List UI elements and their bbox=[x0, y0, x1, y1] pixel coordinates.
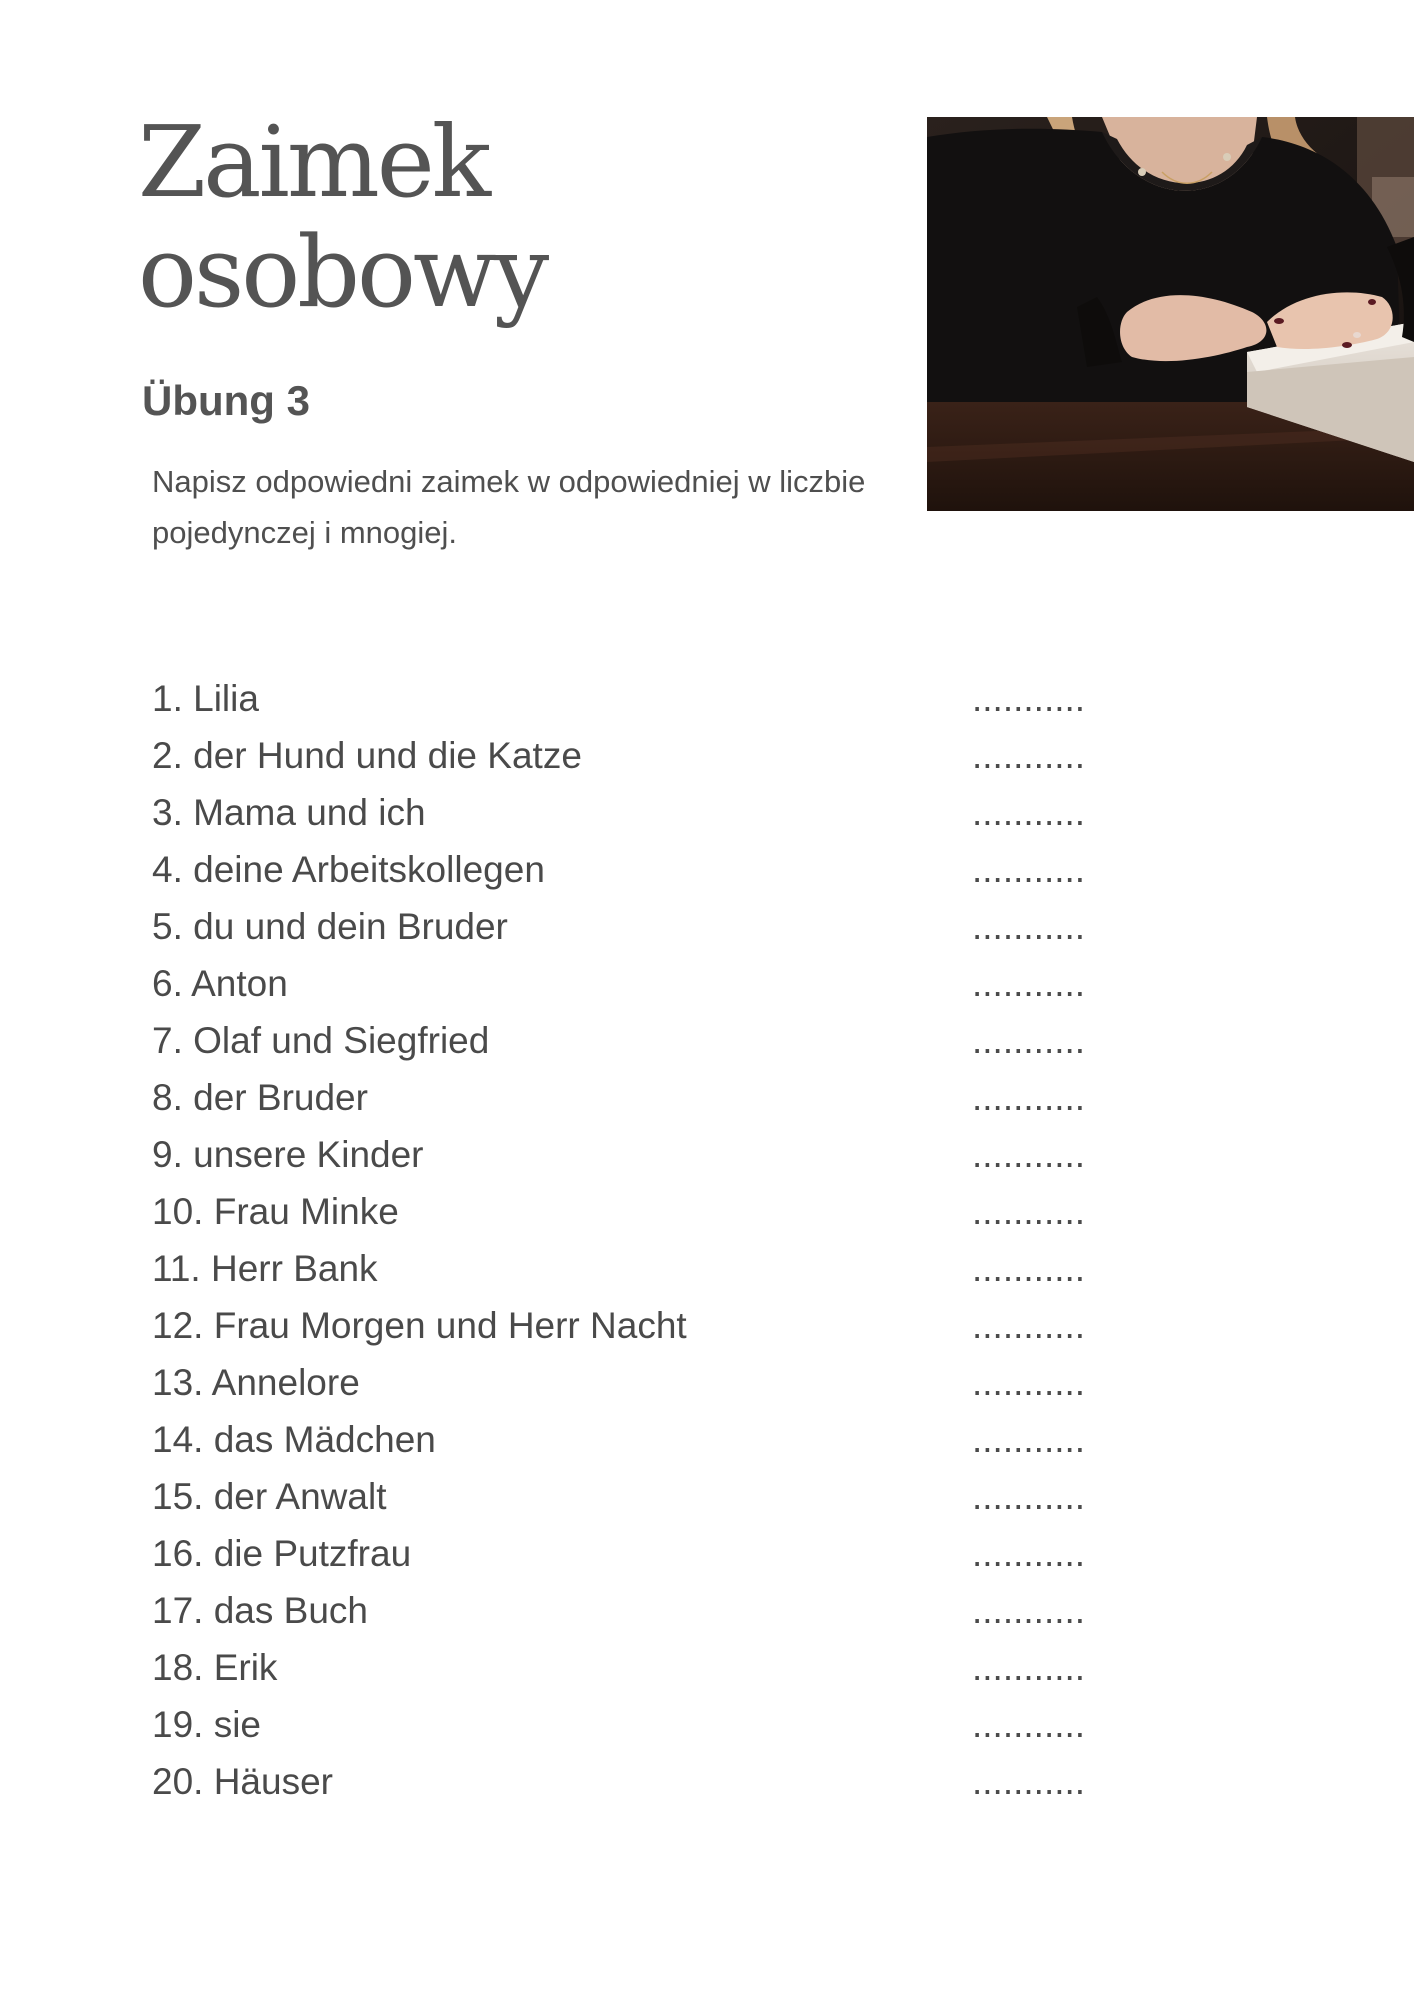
exercise-label: 12. Frau Morgen und Herr Nacht bbox=[152, 1305, 687, 1346]
answer-blank[interactable]: ........... bbox=[972, 1761, 1086, 1802]
exercise-subtitle: Übung 3 bbox=[142, 377, 310, 424]
exercise-label: 16. die Putzfrau bbox=[152, 1533, 412, 1574]
exercise-item bbox=[152, 1240, 1102, 1297]
header-photo bbox=[927, 117, 1414, 511]
exercise-list bbox=[152, 670, 1102, 1810]
answer-blank[interactable]: ........... bbox=[972, 1020, 1086, 1061]
exercise-label: 6. Anton bbox=[152, 963, 288, 1004]
page-title bbox=[138, 108, 738, 328]
exercise-label: 9. unsere Kinder bbox=[152, 1134, 424, 1175]
exercise-label: 3. Mama und ich bbox=[152, 792, 426, 833]
answer-blank[interactable]: ........... bbox=[972, 1476, 1086, 1517]
exercise-item bbox=[152, 1297, 1102, 1354]
exercise-label: 19. sie bbox=[152, 1704, 262, 1745]
exercise-item bbox=[152, 1069, 1102, 1126]
answer-blank[interactable]: ........... bbox=[972, 1704, 1086, 1745]
exercise-label: 7. Olaf und Siegfried bbox=[152, 1020, 490, 1061]
answer-blank[interactable]: ........... bbox=[972, 1248, 1086, 1289]
exercise-label: 17. das Buch bbox=[152, 1590, 368, 1631]
answer-blank[interactable]: ........... bbox=[972, 1419, 1086, 1460]
exercise-item bbox=[152, 1126, 1102, 1183]
exercise-label: 5. du und dein Bruder bbox=[152, 906, 508, 947]
exercise-label: 14. das Mädchen bbox=[152, 1419, 436, 1460]
answer-blank[interactable]: ........... bbox=[972, 963, 1086, 1004]
exercise-label: 20. Häuser bbox=[152, 1761, 333, 1802]
answer-blank[interactable]: ........... bbox=[972, 1305, 1086, 1346]
exercise-item bbox=[152, 1012, 1102, 1069]
exercise-label: 15. der Anwalt bbox=[152, 1476, 387, 1517]
exercise-item bbox=[152, 670, 1102, 727]
exercise-item bbox=[152, 841, 1102, 898]
answer-blank[interactable]: ........... bbox=[972, 1191, 1086, 1232]
exercise-label: 18. Erik bbox=[152, 1647, 278, 1688]
exercise-item bbox=[152, 1354, 1102, 1411]
exercise-item bbox=[152, 1639, 1102, 1696]
exercise-item bbox=[152, 955, 1102, 1012]
exercise-item bbox=[152, 1753, 1102, 1810]
exercise-label: 10. Frau Minke bbox=[152, 1191, 399, 1232]
exercise-item bbox=[152, 1696, 1102, 1753]
answer-blank[interactable]: ........... bbox=[972, 792, 1086, 833]
page-title-line-1: Zaimek bbox=[138, 106, 489, 220]
answer-blank[interactable]: ........... bbox=[972, 1647, 1086, 1688]
answer-blank[interactable]: ........... bbox=[972, 735, 1086, 776]
exercise-label: 11. Herr Bank bbox=[152, 1248, 378, 1289]
exercise-instruction: Napisz odpowiedni zaimek w odpowiedniej w liczbie pojedynczej i mnogiej. bbox=[152, 464, 866, 550]
exercise-label: 4. deine Arbeitskollegen bbox=[152, 849, 545, 890]
answer-blank[interactable]: ........... bbox=[972, 1590, 1086, 1631]
answer-blank[interactable]: ........... bbox=[972, 1362, 1086, 1403]
exercise-item bbox=[152, 1411, 1102, 1468]
answer-blank[interactable]: ........... bbox=[972, 678, 1086, 719]
page-title-line-2: osobowy bbox=[138, 216, 547, 330]
answer-blank[interactable]: ........... bbox=[972, 1134, 1086, 1175]
exercise-label: 2. der Hund und die Katze bbox=[152, 735, 582, 776]
exercise-item bbox=[152, 727, 1102, 784]
exercise-label: 8. der Bruder bbox=[152, 1077, 368, 1118]
woman-opening-box-illustration bbox=[927, 117, 1414, 511]
exercise-item bbox=[152, 1582, 1102, 1639]
exercise-item bbox=[152, 898, 1102, 955]
exercise-item bbox=[152, 1468, 1102, 1525]
answer-blank[interactable]: ........... bbox=[972, 906, 1086, 947]
exercise-label: 13. Annelore bbox=[152, 1362, 360, 1403]
exercise-item bbox=[152, 784, 1102, 841]
answer-blank[interactable]: ........... bbox=[972, 1533, 1086, 1574]
answer-blank[interactable]: ........... bbox=[972, 849, 1086, 890]
answer-blank[interactable]: ........... bbox=[972, 1077, 1086, 1118]
exercise-item bbox=[152, 1183, 1102, 1240]
exercise-item bbox=[152, 1525, 1102, 1582]
exercise-label: 1. Lilia bbox=[152, 678, 259, 719]
